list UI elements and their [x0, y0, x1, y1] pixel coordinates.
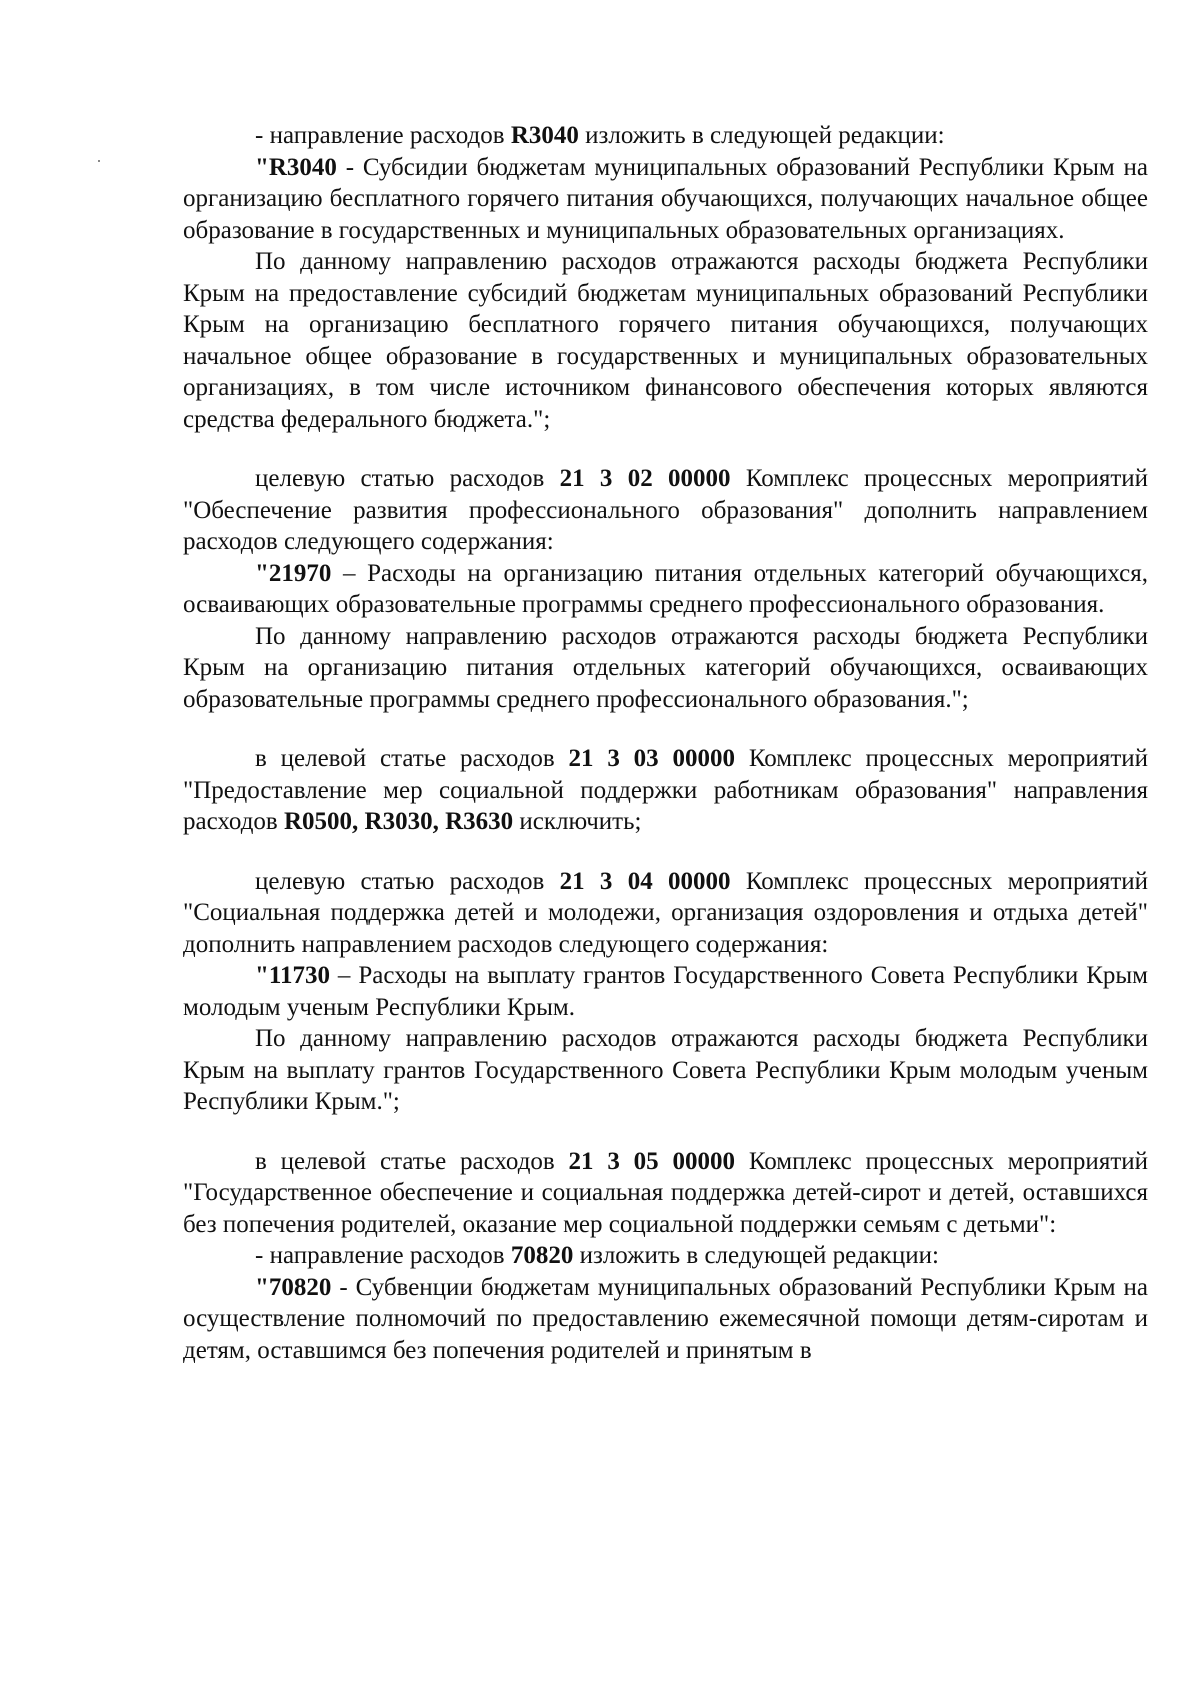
text-run: целевую статью расходов — [255, 465, 560, 492]
expense-code: "70820 — [255, 1273, 332, 1301]
paragraph-2 — [183, 152, 1148, 247]
paragraph-1 — [183, 120, 1148, 152]
expense-codes: R0500, R3030, R3630 — [283, 808, 514, 835]
text-run: в целевой статье расходов — [255, 745, 569, 772]
paragraph-3: По данному направлению расходов отражаются расходы бюджета Республики Крым на предоставление субсидий бюджетам муниципальных образований Республики Крым на организацию бесплатного горячего питания обучающихся, получающих начальное общее образование в государственных и муниципальных образовательных организациях, в том числе источником финансового обеспечения которых являются средства федерального бюджета."; — [183, 248, 1148, 433]
paragraph-12 — [183, 1240, 1148, 1272]
target-article-code: 21 3 02 00000 — [559, 465, 731, 492]
text-run: Комплекс процессных мероприятий "Социальная поддержка детей и молодежи, организация оздоровления и отдыха детей" дополнить направлением расходов следующего содержания: — [183, 867, 1149, 958]
text-run: Комплекс процессных мероприятий "Государственное обеспечение и социальная поддержка детей-сирот и детей, оставшихся без попечения родителей, оказание мер социальной поддержки семьям с детьми": — [183, 1147, 1148, 1238]
expense-code: "11730 — [255, 962, 330, 989]
paragraph-11 — [183, 1146, 1148, 1241]
expense-code: "21970 — [255, 559, 332, 587]
scan-speck — [98, 160, 100, 162]
expense-code: R3040 — [510, 122, 579, 149]
target-article-code: 21 3 04 00000 — [559, 867, 731, 895]
text-run: – Расходы на выплату грантов Государственного Совета Республики Крым молодым ученым Республики Крым. — [183, 962, 1148, 1021]
paragraph-4 — [183, 463, 1148, 558]
text-run: в целевой статье расходов — [255, 1147, 569, 1175]
text-run: – Расходы на организацию питания отдельных категорий обучающихся, осваивающих образовательные программы среднего профессионального образования. — [183, 559, 1148, 618]
paragraph-6: По данному направлению расходов отражаются расходы бюджета Республики Крым на организацию питания отдельных категорий обучающихся, осваивающих образовательные программы среднего профессионального образования."; — [183, 622, 1148, 713]
text-run: - направление расходов — [255, 1242, 511, 1269]
paragraph-8 — [183, 866, 1148, 961]
text-run: Комплекс процессных мероприятий "Предоставление мер социальной поддержки работникам образования" направления расходов — [183, 745, 1148, 835]
paragraph-5 — [183, 558, 1148, 621]
paragraph-13 — [183, 1272, 1148, 1367]
text-run: - Субсидии бюджетам муниципальных образований Республики Крым на организацию бесплатного горячего питания обучающихся, получающих начальное общее образование в государственных и муниципальных образовательных организациях. — [183, 153, 1148, 244]
text-run: исключить; — [513, 808, 642, 835]
expense-code: 70820 — [510, 1242, 574, 1269]
expense-code: "R3040 — [255, 153, 337, 181]
target-article-code: 21 3 05 00000 — [568, 1147, 735, 1175]
text-run: Комплекс процессных мероприятий "Обеспечение развития профессионального образования" дополнить направлением расходов следующего содержания: — [183, 465, 1149, 555]
paragraph-7 — [183, 743, 1148, 838]
text-run: целевую статью расходов — [255, 867, 560, 895]
target-article-code: 21 3 03 00000 — [568, 745, 735, 772]
paragraph-10: По данному направлению расходов отражаются расходы бюджета Республики Крым на выплату грантов Государственного Совета Республики Крым молодым ученым Республики Крым."; — [183, 1025, 1148, 1115]
text-run: изложить в следующей редакции: — [573, 1242, 939, 1269]
paragraph-9 — [183, 960, 1148, 1023]
text-run: - Субвенции бюджетам муниципальных образований Республики Крым на осуществление полномочий по предоставлению ежемесячной помощи детям-сиротам и детям, оставшимся без попечения родителей и принятым в — [183, 1273, 1148, 1364]
text-run: изложить в следующей редакции: — [578, 122, 945, 149]
text-run: - направление расходов — [255, 122, 511, 149]
